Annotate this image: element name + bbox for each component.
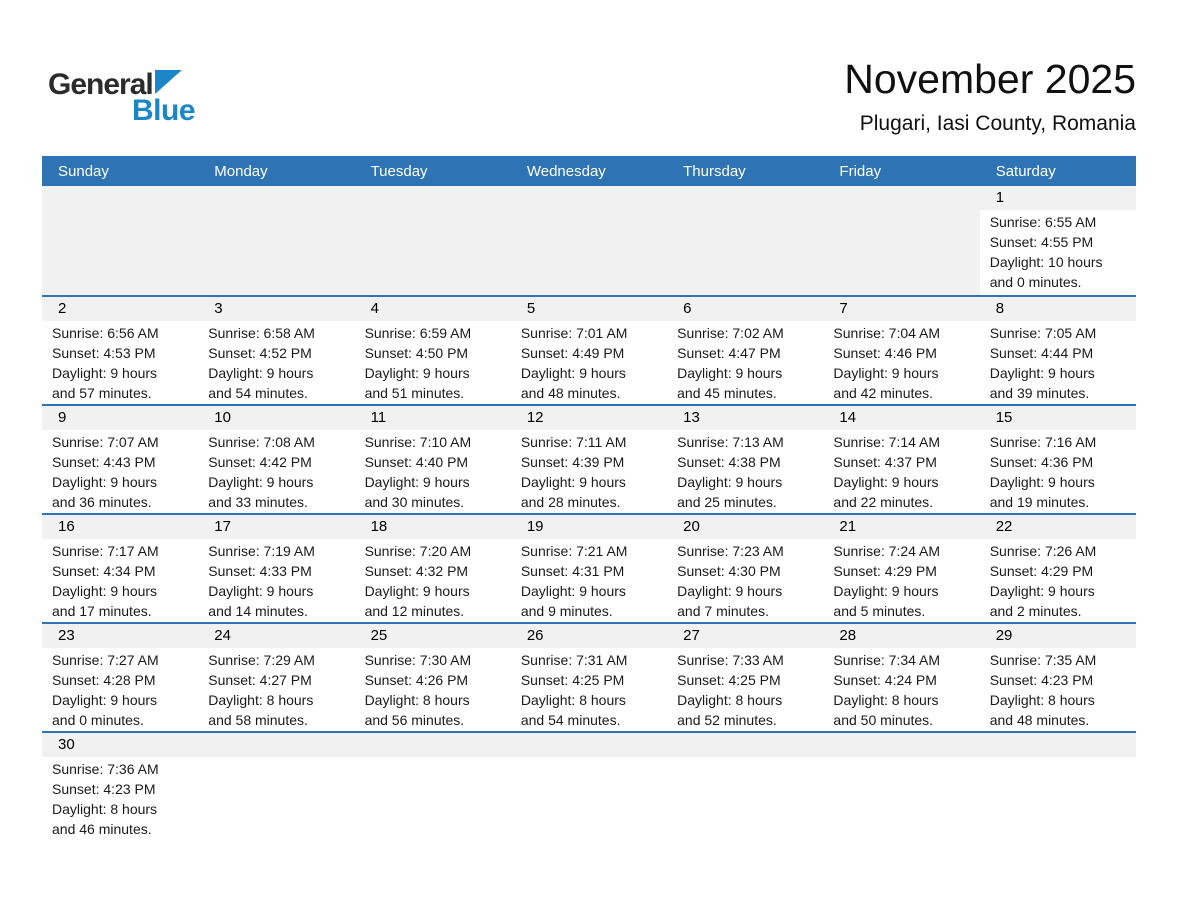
daylight-line-2: and 36 minutes. [52, 494, 152, 511]
day-details [980, 210, 1136, 292]
empty-cell [667, 186, 823, 295]
sunrise-line: Sunrise: 7:21 AM [520, 543, 628, 560]
day-number: 11 [355, 406, 511, 430]
daylight-line-1: Daylight: 8 hours [364, 692, 470, 709]
sunset-line: Sunset: 4:31 PM [520, 563, 625, 580]
day-details [667, 430, 823, 512]
day-number: 13 [667, 406, 823, 430]
day-cell-11 [355, 406, 511, 513]
day-number: 14 [823, 406, 979, 430]
daylight-line-1: Daylight: 9 hours [364, 474, 470, 491]
day-number: 28 [823, 624, 979, 648]
sunset-line: Sunset: 4:55 PM [989, 234, 1094, 251]
weekday-header-row [42, 156, 1136, 186]
day-details [511, 430, 667, 512]
day-details [355, 321, 511, 403]
sunset-line: Sunset: 4:34 PM [52, 563, 156, 580]
empty-cell [667, 733, 823, 840]
empty-cell [511, 733, 667, 840]
daylight-line-2: and 50 minutes. [833, 712, 934, 729]
day-cell-24 [198, 624, 354, 731]
empty-cell [355, 186, 511, 295]
sunset-line: Sunset: 4:44 PM [989, 345, 1094, 362]
week-row-5 [42, 622, 1136, 731]
daylight-line-1: Daylight: 8 hours [208, 692, 314, 709]
sunset-line: Sunset: 4:25 PM [677, 672, 781, 689]
day-cell-22 [980, 515, 1136, 622]
sunrise-line: Sunrise: 7:13 AM [677, 434, 784, 451]
daylight-line-1: Daylight: 9 hours [833, 365, 939, 382]
daylight-line-1: Daylight: 9 hours [989, 583, 1095, 600]
day-cell-18 [355, 515, 511, 622]
daylight-line-2: and 54 minutes. [208, 385, 308, 402]
daylight-line-2: and 54 minutes. [520, 712, 621, 729]
daylight-line-1: Daylight: 8 hours [52, 801, 158, 818]
sunset-line: Sunset: 4:23 PM [989, 672, 1094, 689]
day-details [198, 539, 354, 621]
daylight-line-2: and 33 minutes. [208, 494, 308, 511]
daylight-line-1: Daylight: 10 hours [989, 254, 1103, 271]
daylight-line-2: and 0 minutes. [52, 712, 144, 729]
sunset-line: Sunset: 4:53 PM [52, 345, 156, 362]
day-details [42, 430, 198, 512]
sunrise-line: Sunrise: 6:55 AM [989, 214, 1097, 231]
empty-number-strip [511, 733, 667, 757]
sunrise-line: Sunrise: 6:58 AM [208, 325, 315, 342]
sunset-line: Sunset: 4:29 PM [833, 563, 937, 580]
sunset-line: Sunset: 4:33 PM [208, 563, 312, 580]
daylight-line-1: Daylight: 9 hours [677, 583, 783, 600]
sunrise-line: Sunrise: 7:20 AM [364, 543, 472, 560]
daylight-line-2: and 28 minutes. [520, 494, 621, 511]
daylight-line-1: Daylight: 9 hours [520, 474, 626, 491]
sunrise-line: Sunrise: 7:34 AM [833, 652, 941, 669]
sunset-line: Sunset: 4:47 PM [677, 345, 781, 362]
daylight-line-1: Daylight: 9 hours [52, 365, 158, 382]
week-row-6 [42, 731, 1136, 840]
sunset-line: Sunset: 4:46 PM [833, 345, 937, 362]
daylight-line-2: and 48 minutes. [989, 712, 1090, 729]
sunset-line: Sunset: 4:40 PM [364, 454, 469, 471]
daylight-line-2: and 58 minutes. [208, 712, 308, 729]
day-details [667, 321, 823, 403]
sunrise-line: Sunrise: 7:16 AM [989, 434, 1097, 451]
day-cell-20 [667, 515, 823, 622]
sunrise-line: Sunrise: 7:29 AM [208, 652, 315, 669]
day-number: 2 [42, 297, 198, 321]
daylight-line-1: Daylight: 9 hours [677, 365, 783, 382]
weekday-saturday: Saturday [995, 162, 1056, 180]
day-cell-4 [355, 297, 511, 404]
day-cell-6 [667, 297, 823, 404]
day-cell-27 [667, 624, 823, 731]
sunrise-line: Sunrise: 7:08 AM [208, 434, 315, 451]
sunrise-line: Sunrise: 7:19 AM [208, 543, 315, 560]
day-details [355, 430, 511, 512]
sunrise-line: Sunrise: 7:35 AM [989, 652, 1097, 669]
sunrise-line: Sunrise: 7:26 AM [989, 543, 1097, 560]
sunrise-line: Sunrise: 7:17 AM [52, 543, 159, 560]
daylight-line-1: Daylight: 9 hours [52, 583, 158, 600]
day-cell-21 [823, 515, 979, 622]
day-details [42, 648, 198, 730]
day-details [42, 539, 198, 621]
daylight-line-1: Daylight: 9 hours [52, 692, 158, 709]
sunrise-line: Sunrise: 7:01 AM [520, 325, 628, 342]
sunrise-line: Sunrise: 6:56 AM [52, 325, 159, 342]
day-cell-2 [42, 297, 198, 404]
sunset-line: Sunset: 4:42 PM [208, 454, 312, 471]
sunset-line: Sunset: 4:24 PM [833, 672, 937, 689]
sunset-line: Sunset: 4:50 PM [364, 345, 469, 362]
sunrise-line: Sunrise: 7:11 AM [520, 434, 627, 451]
week-row-1 [42, 186, 1136, 295]
day-details [980, 648, 1136, 730]
sunrise-line: Sunrise: 7:24 AM [833, 543, 941, 560]
daylight-line-1: Daylight: 8 hours [677, 692, 783, 709]
day-cell-17 [198, 515, 354, 622]
daylight-line-2: and 9 minutes. [520, 603, 613, 620]
daylight-line-2: and 42 minutes. [833, 385, 934, 402]
day-cell-28 [823, 624, 979, 731]
daylight-line-1: Daylight: 9 hours [52, 474, 158, 491]
day-cell-26 [511, 624, 667, 731]
daylight-line-2: and 14 minutes. [208, 603, 308, 620]
empty-number-strip [667, 733, 823, 757]
daylight-line-2: and 46 minutes. [52, 821, 152, 838]
daylight-line-2: and 51 minutes. [364, 385, 465, 402]
week-row-2 [42, 295, 1136, 404]
sunrise-line: Sunrise: 7:36 AM [52, 761, 159, 778]
title-block [844, 56, 1136, 136]
sunrise-line: Sunrise: 7:04 AM [833, 325, 941, 342]
day-cell-25 [355, 624, 511, 731]
day-number: 8 [980, 297, 1136, 321]
sunrise-line: Sunrise: 7:10 AM [364, 434, 472, 451]
sunset-line: Sunset: 4:32 PM [364, 563, 469, 580]
empty-cell [511, 186, 667, 295]
daylight-line-2: and 0 minutes. [989, 274, 1082, 291]
daylight-line-2: and 57 minutes. [52, 385, 152, 402]
daylight-line-2: and 12 minutes. [364, 603, 465, 620]
day-number: 17 [198, 515, 354, 539]
day-cell-8 [980, 297, 1136, 404]
logo-triangle-shape [155, 70, 182, 94]
sunrise-line: Sunrise: 7:27 AM [52, 652, 159, 669]
daylight-line-1: Daylight: 9 hours [208, 474, 314, 491]
sunrise-line: Sunrise: 7:33 AM [677, 652, 784, 669]
empty-cell [823, 733, 979, 840]
day-number: 22 [980, 515, 1136, 539]
location-subtitle: Plugari, Iasi County, Romania [859, 112, 1136, 136]
weekday-wednesday: Wednesday [526, 162, 606, 180]
day-details [980, 430, 1136, 512]
logo-text-general: General [48, 68, 153, 101]
day-cell-1 [980, 186, 1136, 295]
daylight-line-2: and 25 minutes. [677, 494, 777, 511]
sunset-line: Sunset: 4:38 PM [677, 454, 781, 471]
day-details [198, 321, 354, 403]
sunset-line: Sunset: 4:29 PM [989, 563, 1094, 580]
empty-number-strip [980, 733, 1136, 757]
day-details [823, 321, 979, 403]
daylight-line-1: Daylight: 8 hours [989, 692, 1095, 709]
week-row-3 [42, 404, 1136, 513]
day-cell-9 [42, 406, 198, 513]
day-details [198, 430, 354, 512]
sunrise-line: Sunrise: 7:05 AM [989, 325, 1097, 342]
day-number: 3 [198, 297, 354, 321]
daylight-line-2: and 52 minutes. [677, 712, 777, 729]
daylight-line-2: and 5 minutes. [833, 603, 926, 620]
day-cell-3 [198, 297, 354, 404]
sunrise-line: Sunrise: 7:31 AM [520, 652, 628, 669]
day-details [511, 321, 667, 403]
day-number: 15 [980, 406, 1136, 430]
daylight-line-1: Daylight: 9 hours [989, 365, 1095, 382]
day-details [42, 321, 198, 403]
daylight-line-1: Daylight: 9 hours [833, 474, 939, 491]
empty-number-strip [42, 186, 198, 210]
empty-cell [980, 733, 1136, 840]
daylight-line-2: and 2 minutes. [989, 603, 1082, 620]
weekday-friday: Friday [839, 162, 882, 180]
daylight-line-2: and 19 minutes. [989, 494, 1090, 511]
day-number: 9 [42, 406, 198, 430]
sunrise-line: Sunrise: 7:23 AM [677, 543, 784, 560]
weekday-sunday: Sunday [58, 162, 109, 180]
day-number: 5 [511, 297, 667, 321]
weekday-monday: Monday [214, 162, 268, 180]
day-details [511, 539, 667, 621]
daylight-line-1: Daylight: 8 hours [833, 692, 939, 709]
day-details [511, 648, 667, 730]
daylight-line-1: Daylight: 9 hours [833, 583, 939, 600]
day-number: 10 [198, 406, 354, 430]
day-cell-12 [511, 406, 667, 513]
sunset-line: Sunset: 4:28 PM [52, 672, 156, 689]
day-number: 6 [667, 297, 823, 321]
calendar-body [42, 186, 1136, 840]
day-details [667, 539, 823, 621]
sunset-line: Sunset: 4:26 PM [364, 672, 469, 689]
month-title: November 2025 [844, 56, 1136, 102]
day-details [823, 648, 979, 730]
sunrise-line: Sunrise: 7:14 AM [833, 434, 941, 451]
day-number: 24 [198, 624, 354, 648]
day-number: 19 [511, 515, 667, 539]
page-header [0, 0, 1188, 136]
day-number: 18 [355, 515, 511, 539]
weekday-tuesday: Tuesday [370, 162, 428, 180]
day-cell-5 [511, 297, 667, 404]
empty-cell [823, 186, 979, 295]
week-row-4 [42, 513, 1136, 622]
sunset-line: Sunset: 4:25 PM [520, 672, 625, 689]
day-number: 25 [355, 624, 511, 648]
day-cell-19 [511, 515, 667, 622]
empty-cell [198, 733, 354, 840]
daylight-line-2: and 48 minutes. [520, 385, 621, 402]
sunrise-line: Sunrise: 7:07 AM [52, 434, 159, 451]
sunrise-line: Sunrise: 6:59 AM [364, 325, 472, 342]
day-details [355, 539, 511, 621]
sunset-line: Sunset: 4:43 PM [52, 454, 156, 471]
empty-number-strip [511, 186, 667, 210]
empty-number-strip [198, 733, 354, 757]
sunset-line: Sunset: 4:52 PM [208, 345, 312, 362]
day-number: 30 [42, 733, 198, 757]
daylight-line-2: and 56 minutes. [364, 712, 465, 729]
day-details [980, 321, 1136, 403]
day-number: 20 [667, 515, 823, 539]
empty-cell [42, 186, 198, 295]
day-details [355, 648, 511, 730]
empty-number-strip [355, 186, 511, 210]
day-details [823, 430, 979, 512]
day-cell-30 [42, 733, 198, 840]
daylight-line-2: and 22 minutes. [833, 494, 934, 511]
empty-number-strip [823, 186, 979, 210]
empty-cell [355, 733, 511, 840]
daylight-line-1: Daylight: 9 hours [208, 583, 314, 600]
daylight-line-1: Daylight: 8 hours [520, 692, 626, 709]
day-number: 12 [511, 406, 667, 430]
daylight-line-1: Daylight: 9 hours [520, 583, 626, 600]
daylight-line-2: and 45 minutes. [677, 385, 777, 402]
sunrise-line: Sunrise: 7:02 AM [677, 325, 784, 342]
day-cell-10 [198, 406, 354, 513]
daylight-line-2: and 17 minutes. [52, 603, 152, 620]
day-number: 29 [980, 624, 1136, 648]
day-cell-7 [823, 297, 979, 404]
day-cell-29 [980, 624, 1136, 731]
logo-text-blue: Blue [132, 94, 196, 127]
sunset-line: Sunset: 4:27 PM [208, 672, 312, 689]
general-blue-logo [48, 56, 195, 126]
daylight-line-1: Daylight: 9 hours [208, 365, 314, 382]
empty-number-strip [198, 186, 354, 210]
sunset-line: Sunset: 4:23 PM [52, 781, 156, 798]
day-details [667, 648, 823, 730]
day-number: 21 [823, 515, 979, 539]
daylight-line-2: and 7 minutes. [677, 603, 769, 620]
empty-number-strip [667, 186, 823, 210]
sunrise-line: Sunrise: 7:30 AM [364, 652, 472, 669]
empty-number-strip [823, 733, 979, 757]
daylight-line-2: and 30 minutes. [364, 494, 465, 511]
empty-number-strip [355, 733, 511, 757]
sunset-line: Sunset: 4:30 PM [677, 563, 781, 580]
day-cell-13 [667, 406, 823, 513]
sunset-line: Sunset: 4:36 PM [989, 454, 1094, 471]
daylight-line-1: Daylight: 9 hours [364, 365, 470, 382]
day-number: 7 [823, 297, 979, 321]
daylight-line-1: Daylight: 9 hours [520, 365, 626, 382]
day-details [823, 539, 979, 621]
day-details [980, 539, 1136, 621]
weekday-thursday: Thursday [683, 162, 746, 180]
day-cell-16 [42, 515, 198, 622]
daylight-line-1: Daylight: 9 hours [364, 583, 470, 600]
day-cell-23 [42, 624, 198, 731]
day-cell-15 [980, 406, 1136, 513]
daylight-line-1: Daylight: 9 hours [989, 474, 1095, 491]
day-number: 26 [511, 624, 667, 648]
sunset-line: Sunset: 4:39 PM [520, 454, 625, 471]
sunset-line: Sunset: 4:37 PM [833, 454, 937, 471]
day-details [198, 648, 354, 730]
day-number: 23 [42, 624, 198, 648]
day-number: 4 [355, 297, 511, 321]
daylight-line-2: and 39 minutes. [989, 385, 1090, 402]
daylight-line-1: Daylight: 9 hours [677, 474, 783, 491]
empty-cell [198, 186, 354, 295]
day-number: 16 [42, 515, 198, 539]
sunset-line: Sunset: 4:49 PM [520, 345, 625, 362]
day-number: 27 [667, 624, 823, 648]
calendar [42, 156, 1136, 840]
day-details [42, 757, 198, 839]
day-number: 1 [980, 186, 1136, 210]
day-cell-14 [823, 406, 979, 513]
logo-triangle-icon [155, 70, 182, 94]
